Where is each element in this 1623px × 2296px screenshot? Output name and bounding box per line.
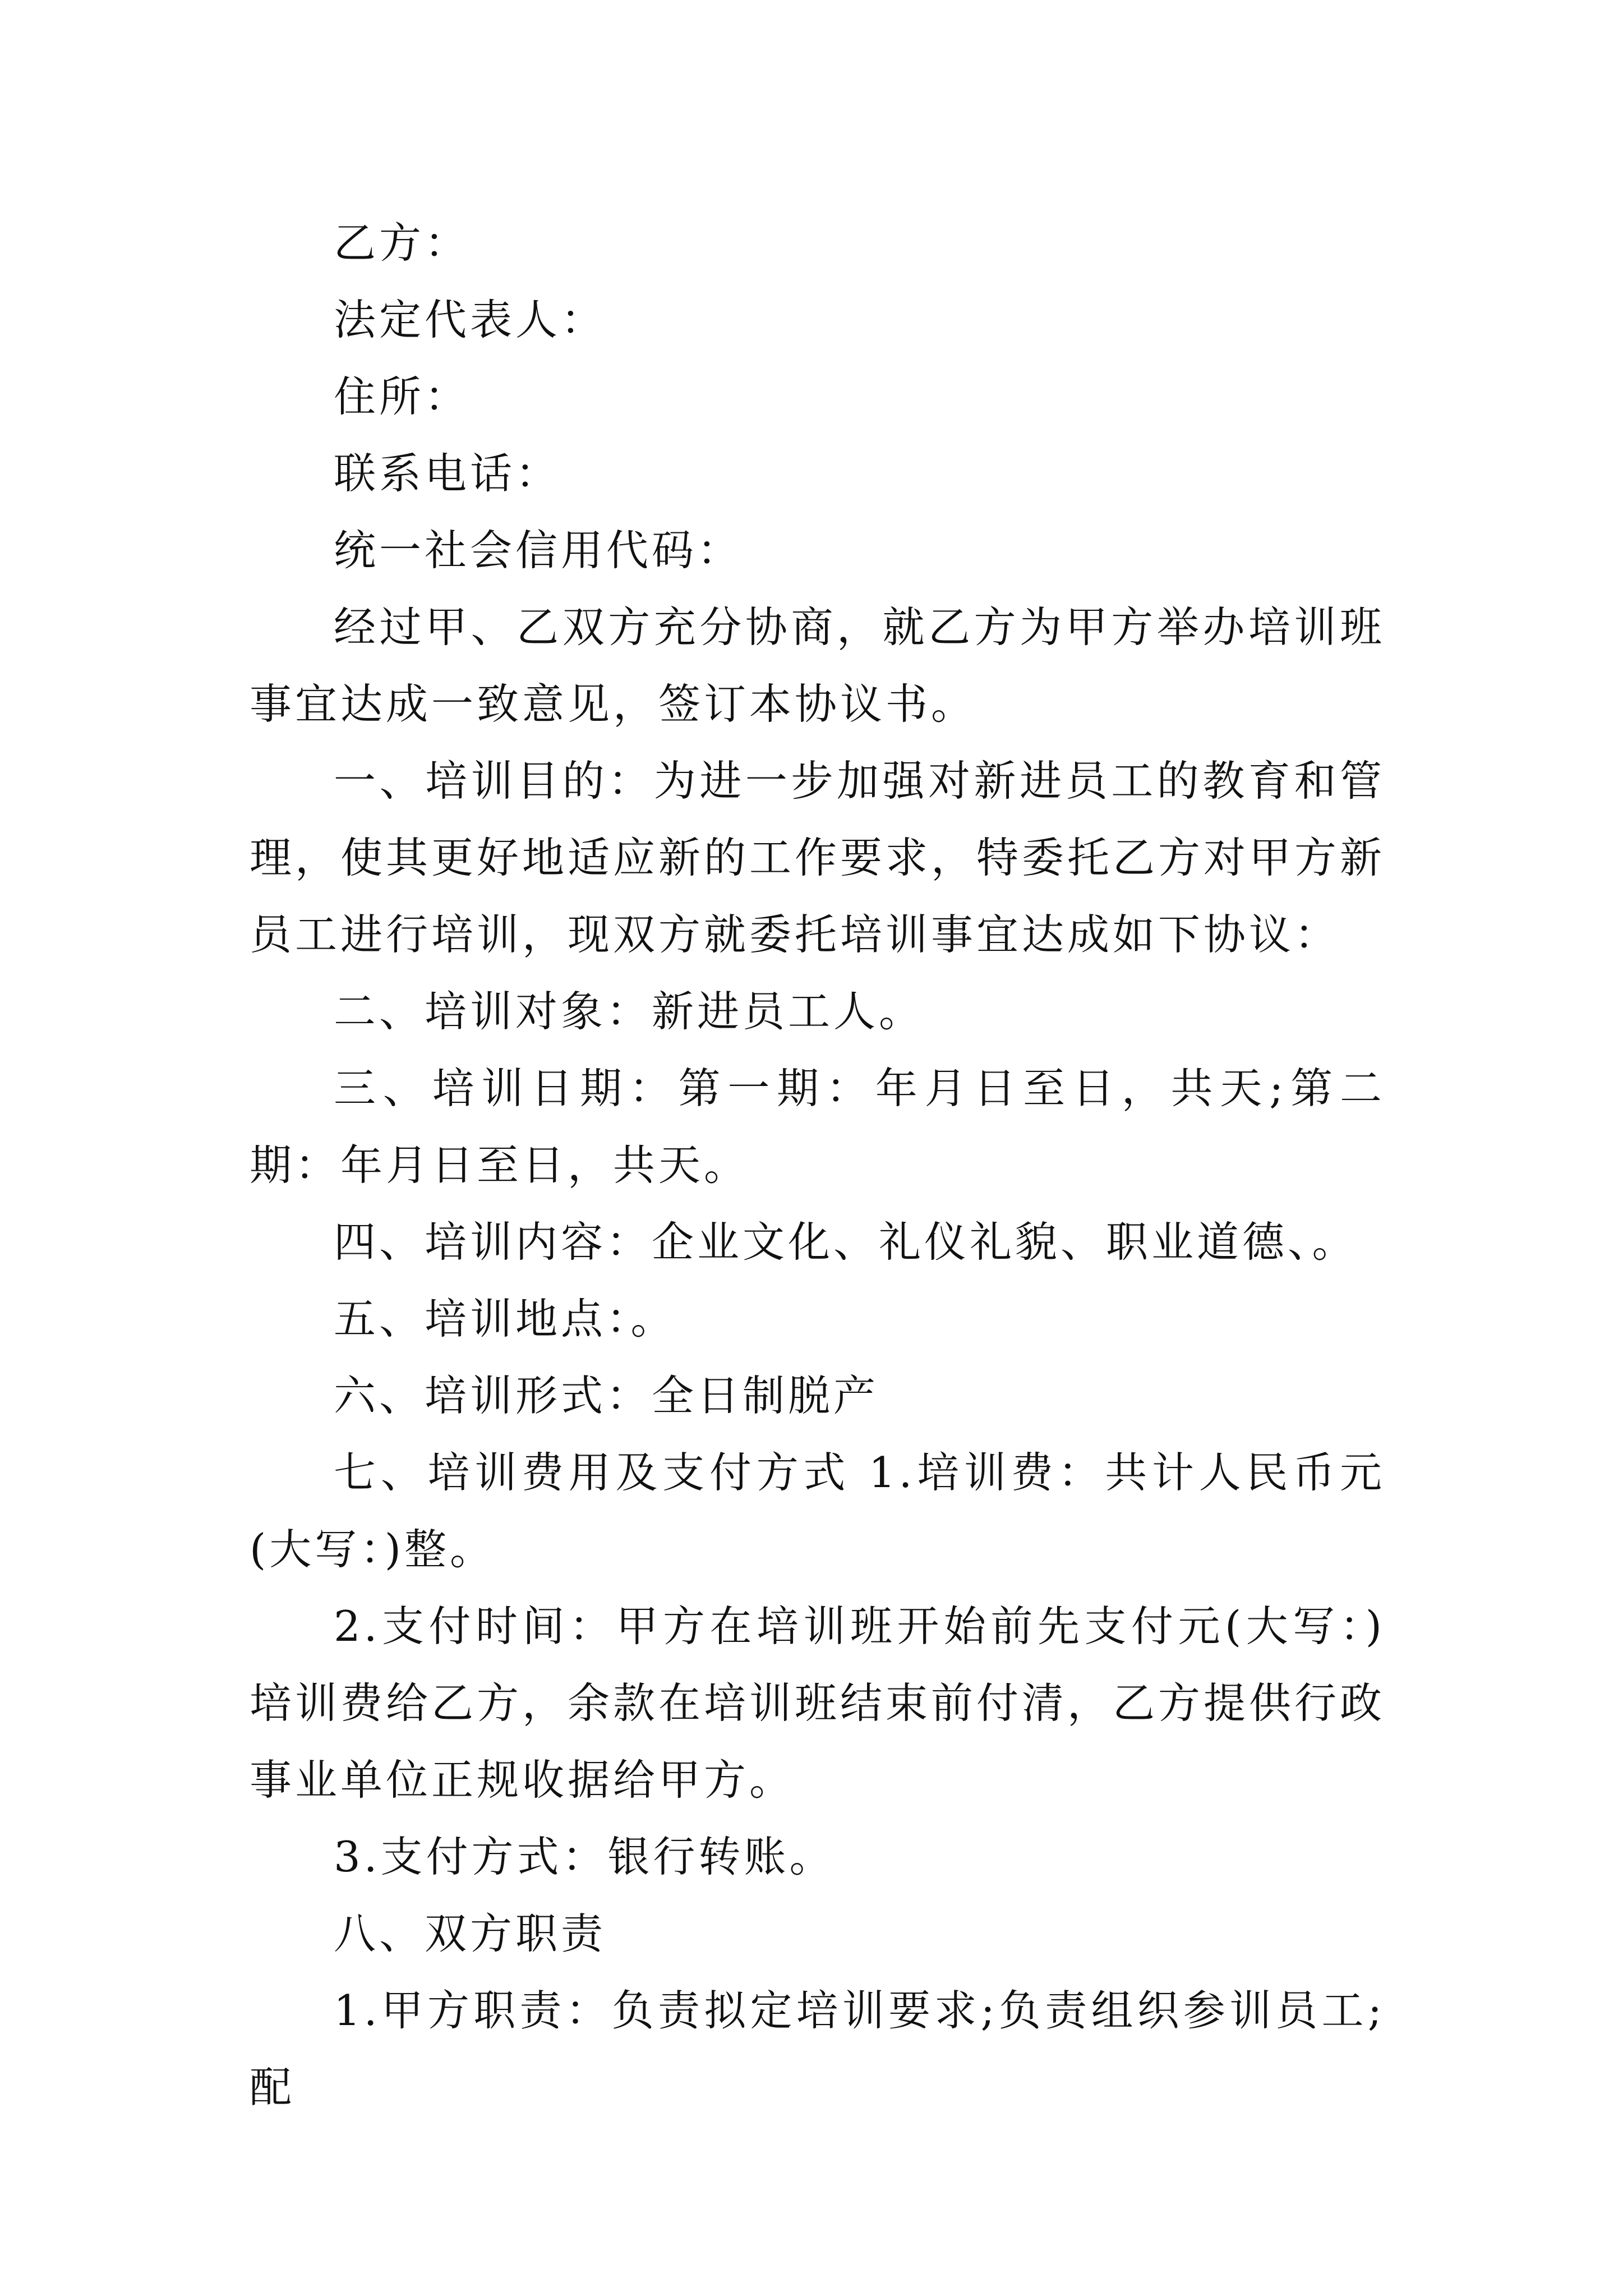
clause-dates: 三、培训日期：第一期：年月日至日，共天;第二期：年月日至日，共天。 — [250, 1064, 1385, 1190]
party-b-label: 乙方： — [334, 218, 471, 268]
clause-duties-heading: 八、双方职责 — [334, 1909, 607, 1958]
clause-purpose: 一、培训目的：为进一步加强对新进员工的教育和管理，使其更好地适应新的工作要求，特委托乙方对甲方新员工进行培训，现双方就委托培训事宜达成如下协议： — [250, 756, 1386, 959]
legal-representative-label: 法定代表人： — [334, 295, 607, 344]
document-body — [250, 205, 1385, 2126]
clause-location: 五、培训地点：。 — [334, 1294, 676, 1343]
clause-party-a-duties: 1.甲方职责：负责拟定培训要求;负责组织参训员工;配 — [250, 1986, 1385, 2112]
phone-label: 联系电话： — [334, 449, 561, 498]
clause-fees: 七、培训费用及支付方式 1.培训费：共计人民币元(大写：)整。 — [250, 1448, 1385, 1574]
clause-payment-method: 3.支付方式：银行转账。 — [334, 1832, 835, 1881]
clause-payment-time: 2.支付时间：甲方在培训班开始前先支付元(大写：)培训费给乙方，余款在培训班结束前付清，乙方提供行政事业单位正规收据给甲方。 — [250, 1602, 1386, 1805]
clause-format: 六、培训形式：全日制脱产 — [334, 1371, 879, 1420]
credit-code-label: 统一社会信用代码： — [334, 526, 743, 575]
agreement-intro: 经过甲、乙双方充分协商，就乙方为甲方举办培训班事宜达成一致意见，签订本协议书。 — [250, 602, 1385, 729]
address-label: 住所： — [334, 372, 471, 421]
clause-trainees: 二、培训对象：新进员工人。 — [334, 987, 925, 1036]
clause-content: 四、培训内容：企业文化、礼仪礼貌、职业道德、。 — [334, 1217, 1358, 1267]
